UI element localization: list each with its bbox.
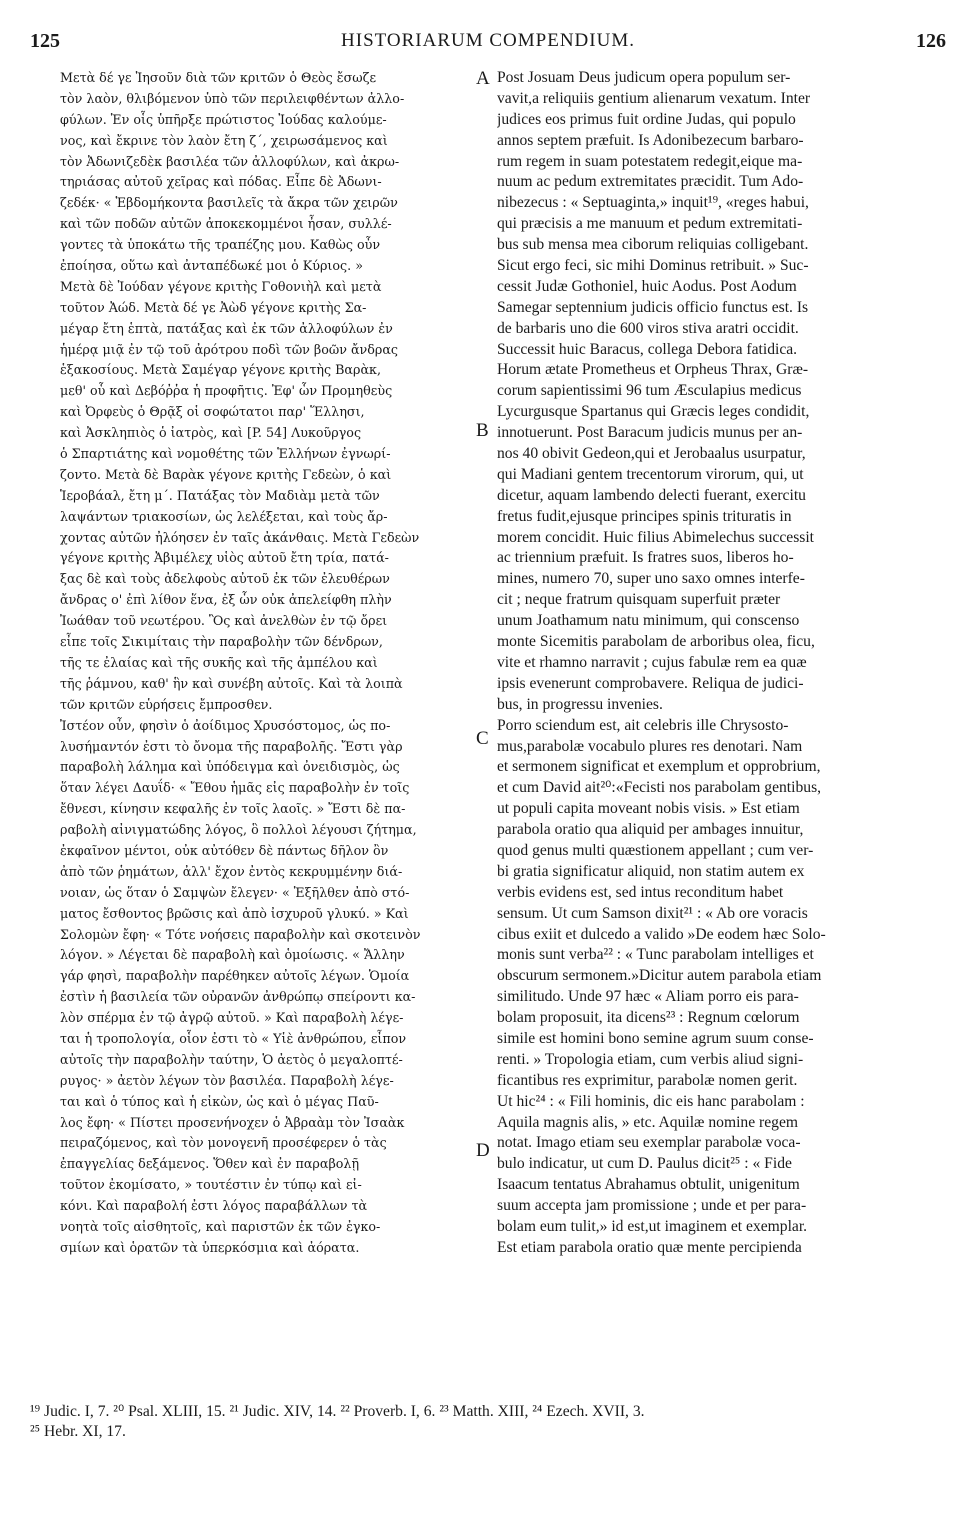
latin-text-line: ac triennium præfuit. Is fratres suos, liberos ho- <box>497 549 794 567</box>
latin-text-line: Isaacum tentatus Abrahamus obtulit, unigenitum <box>497 1176 800 1194</box>
greek-text-line: ὅταν λέγει Δαυΐδ· « Ἔθου ἡμᾶς εἰς παραβολὴν ἐν τοῖς <box>60 780 410 796</box>
greek-text-line: εἶπε τοῖς Σικιμίταις τὴν παραβολὴν τῶν δένδρων, <box>60 634 383 650</box>
latin-text-line: nuum ac pedum extremitates præcidit. Tum Ado- <box>497 173 804 191</box>
greek-text-line: ἐκφαῖνον μέντοι, οὐκ αὐτόθεν δὲ πάντως δῆλον ὂν <box>60 842 389 858</box>
greek-text-line: ἀπὸ τῶν ῥημάτων, ἀλλ' ἔχον ἐντὸς κεκρυμμένην διά- <box>60 863 403 879</box>
latin-text-line: bolam eum tulit,» id est,ut imaginem et exemplar. <box>497 1217 808 1235</box>
page-number-right: 126 <box>916 30 946 52</box>
latin-text-line: suum accepta jam promissione ; unde et per para- <box>497 1197 807 1215</box>
latin-text-line: bus, in progressu invenies. <box>497 695 663 713</box>
latin-text-line: parabola oratio qua aliquid per ambages innuitur, <box>497 821 804 839</box>
greek-text-line: φύλων. Ἐν οἷς ὑπῆρξε πρώτιστος Ἰούδας καλούμε- <box>60 111 387 127</box>
greek-text-line: Ἰστέον οὖν, φησὶν ὁ ἀοίδιμος Χρυσόστομος, ὡς πο- <box>60 717 391 733</box>
greek-text-line: Μετὰ δὲ Ἰούδαν γέγονε κριτὴς Γοθονιὴλ καὶ μετὰ <box>60 278 382 294</box>
latin-text-line: qui Madiani gentem trecentorum virorum, qui, ut <box>497 465 804 483</box>
latin-text-line: Ut hic²⁴ : « Fili hominis, dic eis hanc parabolam : <box>497 1092 805 1110</box>
latin-text-line: Porro sciendum est, ait celebris ille Chrysosto- <box>497 716 789 734</box>
latin-text-line: verbis evidens est, sed intus reconditum habet <box>497 883 784 901</box>
greek-text-line: ἄνδρας ο' ἐπὶ λίθον ἕνα, ἐξ ὧν οὐκ ἀπελείφθη πλὴν <box>60 592 392 608</box>
greek-text-line: ὁ Σπαρτιάτης καὶ νομοθέτης τῶν Ἑλλήνων ἐγνωρί- <box>60 446 391 462</box>
latin-text-line: qui præcisis a me manuum et pedum extremitati- <box>497 215 803 233</box>
greek-text-line: λὸν σπέρμα ἐν τῷ ἀγρῷ αὐτοῦ. » Καὶ παραβολὴ λέγε- <box>60 1010 404 1026</box>
greek-text-line: λυσήμαντόν ἐστι τὸ ὄνομα τῆς παραβολῆς. Ἔστι γὰρ <box>60 738 403 754</box>
latin-text-line: quod genus multi quæstionem appellant ; cum ver- <box>497 841 814 859</box>
section-marker-a: A <box>476 68 490 89</box>
greek-text-line: λαψάντων τριακοσίων, ὡς λελέξεται, καὶ τοὺς ἄρ- <box>60 508 388 524</box>
footnote-line: ²⁵ Hebr. XI, 17. <box>30 1423 126 1440</box>
latin-text-line: unum Joathamum natu minimum, qui conscenso <box>497 612 800 630</box>
greek-text-line: γέγονε κριτὴς Ἀβιμέλεχ υἱὸς αὐτοῦ ἔτη τρία, πατά- <box>60 550 389 566</box>
latin-text-line: de barbaris uno die 600 viros stiva aratri occidit. <box>497 319 799 337</box>
greek-text-line: τῶν κριτῶν εὑρήσεις ἔμπροσθεν. <box>60 696 273 712</box>
latin-text-line: Successit huic Baracus, collega Debora fatidica. <box>497 340 798 358</box>
latin-text-line: vite et rhamno narravit ; cujus fabulæ rem ea quæ <box>497 653 807 671</box>
latin-text-line: cit ; neque fratrum quisquam superfuit præter <box>497 591 781 609</box>
greek-text-line: τοῦτον Ἀώδ. Μετὰ δέ γε Ἀὼδ γέγονε κριτὴς Σα- <box>60 299 367 315</box>
greek-text-line: καὶ τῶν ποδῶν αὐτῶν ἀποκεκομμένοι ἦσαν, συλλέ- <box>60 216 392 232</box>
greek-text-line: ται ἡ τροπολογία, οἷον ἐστι τὸ « Υἱὲ ἀνθρώπου, εἶπον <box>60 1030 407 1046</box>
latin-text-line: ipsis evenerunt comprobavere. Reliqua de judici- <box>497 674 804 692</box>
greek-text-line: καὶ Ὀρφεὺς ὁ Θρᾷξ οἱ σοφώτατοι παρ' Ἕλλησι, <box>60 404 365 420</box>
greek-text-line: ματος ἔσθοντος βρῶσις καὶ ἀπὸ ἰσχυροῦ γλυκύ. » Καὶ <box>60 905 409 921</box>
latin-text-line: Samegar septennium judicis officio functus est. Is <box>497 298 809 316</box>
latin-text-line: morem concidit. Huic filius Abimelechus successit <box>497 528 815 546</box>
latin-text-line: monis sunt verba²² : « Tunc parabolam intelliges et <box>497 946 814 964</box>
greek-text-line: αὐτοῖς τὴν παραβολὴν ταύτην, Ὁ ἀετὸς ὁ μεγαλοπτέ- <box>60 1051 403 1067</box>
greek-text-line: πειραζόμενος, καὶ τὸν μονογενῆ προσέφερεν ὁ τὰς <box>60 1135 387 1151</box>
section-marker-c: C <box>476 728 489 749</box>
greek-text-line: χοντας αὐτῶν ἠλόησεν ἐν ταῖς ἀκάνθαις. Μετὰ Γεδεὼν <box>60 529 420 545</box>
greek-text-line: Ἱεροβάαλ, ἔτη μ΄. Πατάξας τὸν Μαδιὰμ μετὰ τῶν <box>60 487 380 503</box>
running-title: HISTORIARUM COMPENDIUM. <box>341 30 635 51</box>
latin-text-line: dicetur, aquam lambendo delecti fuerant, exercitu <box>497 486 806 504</box>
latin-text-line: innotuerunt. Post Baracum judicis munus per an- <box>497 424 803 442</box>
latin-text-line: nibezecus : « Septuaginta,» inquit¹⁹, «reges habui, <box>497 194 809 212</box>
greek-text-line: τὸν Ἀδωνιζεδὲκ βασιλέα τῶν ἀλλοφύλων, καὶ ἀκρω- <box>60 153 400 169</box>
latin-text-line: sensum. Ut cum Samson dixit²¹ : « Ab ore voracis <box>497 904 808 922</box>
latin-text-line: cessit Judæ Gothoniel, huic Aodus. Post Aodum <box>497 277 797 295</box>
greek-text-line: νοητὰ τοῖς αἰσθητοῖς, καὶ παριστῶν ἐκ τῶν ἐγκο- <box>60 1218 381 1234</box>
latin-text-line: monte Sicemitis parabolam de arboribus olea, ficu, <box>497 633 815 651</box>
latin-text-line: ficantibus res exprimitur, parabolæ nomen gerit. <box>497 1071 798 1089</box>
greek-text-line: καὶ Ἀσκληπιὸς ὁ ἰατρὸς, καὶ [P. 54] Λυκοῦργος <box>60 425 362 441</box>
greek-text-line: ἐποίησα, οὕτω καὶ ἀνταπέδωκέ μοι ὁ Κύριος. » <box>60 258 363 274</box>
greek-text-line: ρυγος· » ἀετὸν λέγων τὸν βασιλέα. Παραβολὴ λέγε- <box>60 1072 394 1088</box>
latin-text-line: judices eos primus fuit ordine Judas, qui populo <box>497 110 796 128</box>
greek-text-line: νοιαν, ὡς ὅταν ὁ Σαμψὼν ἔλεγεν· « Ἐξῆλθεν ἀπὸ στό- <box>60 884 410 900</box>
latin-text-line: similitudo. Unde 97 hæc « Aliam porro eis para- <box>497 988 799 1006</box>
section-marker-b: B <box>476 420 489 441</box>
latin-text-line: et sermonem significat et exemplum et opprobrium, <box>497 758 821 776</box>
greek-text-line: παραβολὴ λάλημα καὶ ὑπόδειγμα καὶ ὀνειδισμὸς, ὡς <box>60 759 400 775</box>
latin-text-line: obscurum sermonem.»Dicitur autem parabola etiam <box>497 967 822 985</box>
greek-text-line: ται καὶ ὁ τύπος καὶ ἡ εἰκὼν, ὡς καὶ ὁ μέγας Παῦ- <box>60 1093 379 1109</box>
greek-text-line: Μετὰ δέ γε Ἰησοῦν διὰ τῶν κριτῶν ὁ Θεὸς ἔσωζε <box>60 70 377 85</box>
latin-text-line: bolam proposuit, ita dicens²³ : Regnum cœlorum <box>497 1009 800 1027</box>
latin-text-line: renti. » Tropologia etiam, cum verbis aliud signi- <box>497 1050 804 1068</box>
latin-text-line: Lycurgusque Spartanus qui Græcis leges condidit, <box>497 403 810 421</box>
greek-text-line: Ἰωάθαν τοῦ νεωτέρου. Ὃς καὶ ἀνελθὼν ἐν τῷ ὄρει <box>60 613 388 629</box>
greek-text-line: γοντες τὰ ὑποκάτω τῆς τραπέζης μου. Καθὼς οὖν <box>60 237 381 253</box>
greek-text-line: τοῦτον ἐκομίσατο, » τουτέστιν ἐν τύπῳ καὶ εἰ- <box>60 1177 362 1193</box>
greek-text-line: τῆς τε ἐλαίας καὶ τῆς συκῆς καὶ τῆς ἀμπέλου καὶ <box>60 654 378 670</box>
greek-text-line: ἐπαγγελίας δεξάμενος. Ὅθεν καὶ ἐν παραβολῇ <box>60 1156 360 1172</box>
latin-text-line: bi gratia significatur aliquid, non statim autem ex <box>497 862 805 880</box>
latin-text-line: Horum ætate Prometheus et Orpheus Thrax, Græ- <box>497 361 809 379</box>
latin-text-line: Aquila magnis alis, » etc. Aquilæ nomine regem <box>497 1113 798 1131</box>
latin-text-line: simile est homini bono semine agrum suum conse- <box>497 1029 814 1047</box>
latin-text-line: vavit,a reliquiis gentium alienarum vexatum. Inter <box>497 89 811 107</box>
greek-text-line: τὸν λαὸν, θλιβόμενον ὑπὸ τῶν περιλειφθέντων ἀλλο- <box>60 90 405 106</box>
latin-text-line: Sicut ergo feci, sic mihi Dominus retribuit. » Suc- <box>497 257 809 275</box>
greek-text-line: ζοντο. Μετὰ δὲ Βαρὰκ γέγονε κριτὴς Γεδεὼν, ὁ καὶ <box>60 466 392 482</box>
greek-text-line: ἡμέρᾳ μιᾷ ἐν τῷ τοῦ ἀρότρου ποδὶ τῶν βοῶν ἄνδρας <box>60 341 399 357</box>
greek-text-line: ξας δὲ καὶ τοὺς ἀδελφοὺς αὐτοῦ ἐκ τῶν ἐλευθέρων <box>60 571 390 587</box>
footnote-line: ¹⁹ Judic. I, 7. ²⁰ Psal. XLIII, 15. ²¹ Judic. XIV, 14. ²² Proverb. I, 6. ²³ Matth. XIII, ²⁴ Ezech. XVII, 3. <box>30 1403 645 1420</box>
greek-text-line: μεθ' οὗ καὶ Δεβόῤῥα ἡ προφῆτις. Ἐφ' ὧν Προμηθεὺς <box>60 383 393 399</box>
latin-text-line: mus,parabolæ vocabulo plures res denotari. Nam <box>497 737 803 755</box>
latin-text-line: nos 40 obivit Gedeon,qui et Jerobaalus usurpatur, <box>497 445 806 463</box>
greek-column <box>60 68 470 1259</box>
latin-text-line: corum sapientissimi 96 tum Æsculapius medicus <box>497 382 802 400</box>
footnotes <box>30 1402 940 1442</box>
greek-text-line: ραβολὴ αἰνιγματώδης λόγος, ὃ πολλοὶ λέγουσι ζήτημα, <box>60 822 417 838</box>
greek-text-line: σμίων καὶ ὁρατῶν τὰ ὑπερκόσμια καὶ ἀόρατα. <box>60 1239 360 1255</box>
latin-text-line: cibus exiit et dulcedo a valido »De eodem hæc Solo- <box>497 925 826 943</box>
latin-text-line: Est etiam parabola oratio quæ mente percipienda <box>497 1238 802 1256</box>
greek-text-line: μέγαρ ἔτη ἑπτὰ, πατάξας καὶ ἐκ τῶν ἀλλοφύλων ἐν <box>60 320 393 336</box>
greek-text-line: Σολομὼν ἔφη· « Τότε νοήσεις παραβολὴν καὶ σκοτεινὸν <box>60 926 421 942</box>
latin-text-line: bus sub mensa mea ciborum reliquias colligebant. <box>497 236 809 254</box>
greek-text-line: νος, καὶ ἔκρινε τὸν λαὸν ἔτη ζ΄, χειρωσάμενος καὶ <box>60 132 388 148</box>
latin-text-line: bulo indicatur, ut cum D. Paulus dicit²⁵ : « Fide <box>497 1155 792 1173</box>
latin-text-line: annos septem præfuit. Is Adonibezecum barbaro- <box>497 131 804 149</box>
greek-text-line: ἔθνεσι, κίνησιν κεφαλῆς ἐν τοῖς λαοῖς. » Ἔστι δὲ πα- <box>60 801 406 817</box>
greek-text-line: τῆς ῥάμνου, καθ' ἣν καὶ συνέβη αὐτοῖς. Καὶ τὰ λοιπὰ <box>60 675 403 691</box>
latin-column <box>497 68 935 1259</box>
page-header <box>30 30 946 60</box>
latin-text-line: et cum David ait²⁰:«Fecisti nos parabolam gentibus, <box>497 779 822 797</box>
latin-text-line: mines, numero 70, super uno saxo omnes interfe- <box>497 570 805 588</box>
latin-text-line: ut populi capita moveant nobis visis. » Est etiam <box>497 800 800 818</box>
greek-text-line: λόγον. » Λέγεται δὲ παραβολὴ καὶ ὁμοίωσις. « Ἄλλην <box>60 947 405 963</box>
greek-text-line: ἐστὶν ἡ βασιλεία τῶν οὐρανῶν ἀνθρώπῳ σπείροντι κα- <box>60 989 416 1005</box>
greek-text-line: γάρ φησὶ, παραβολὴν παρέθηκεν αὐτοῖς λέγων. Ὁμοία <box>60 968 410 984</box>
page-number-left: 125 <box>30 30 60 52</box>
section-marker-d: D <box>476 1140 490 1161</box>
greek-text-line: λος ἔφη· « Πίστει προσενήνοχεν ὁ Ἀβραὰμ τὸν Ἰσαὰκ <box>60 1114 405 1130</box>
latin-text-line: notat. Imago etiam seu exemplar parabolæ voca- <box>497 1134 801 1152</box>
greek-text-line: τηριάσας αὐτοῦ χεῖρας καὶ πόδας. Εἶπε δὲ Ἀδωνι- <box>60 174 382 190</box>
latin-text-line: rum regem in suam potestatem redegit,eique ma- <box>497 152 803 170</box>
latin-text-line: Post Josuam Deus judicum opera populum ser- <box>497 69 791 86</box>
greek-text-line: ζεδέκ· « Ἑβδομήκοντα βασιλεῖς τὰ ἄκρα τῶν χειρῶν <box>60 195 398 211</box>
latin-text-line: fretus fudit,ejusque principes spinis trituratis in <box>497 507 792 525</box>
greek-text-line: κόνι. Καὶ παραβολή ἐστι λόγος παραβάλλων τὰ <box>60 1198 368 1214</box>
greek-text-line: ἑξακοσίους. Μετὰ Σαμέγαρ γέγονε κριτὴς Βαρὰκ, <box>60 362 381 378</box>
